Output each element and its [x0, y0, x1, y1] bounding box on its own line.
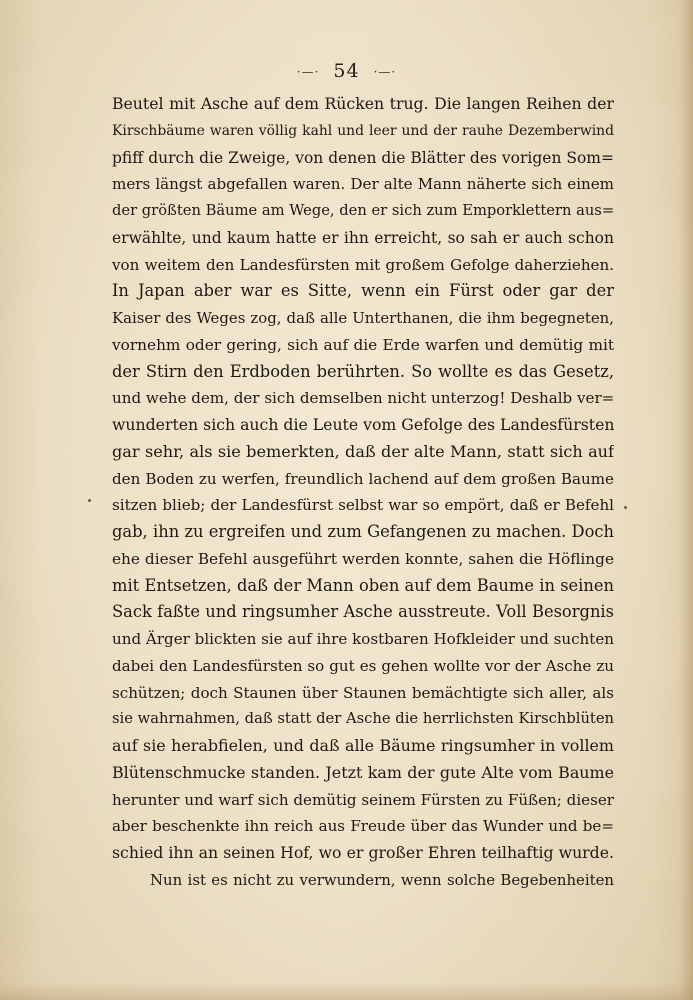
text-line: und wehe dem, der sich demselben nicht unterzog! Deshalb ver=: [112, 389, 614, 408]
text-line: von weitem den Landesfürsten mit großem Gefolge daherziehen.: [112, 255, 614, 274]
text-line-paragraph-start: Nun ist es nicht zu verwundern, wenn solche Begebenheiten: [150, 870, 614, 889]
page-edge-shadow: [679, 0, 693, 1000]
text-line: pfiff durch die Zweige, von denen die Blätter des vorigen Som=: [112, 148, 614, 167]
page-header: [0, 60, 693, 82]
text-line: Beutel mit Asche auf dem Rücken trug. Die langen Reihen der: [112, 94, 614, 113]
text-line: gar sehr, als sie bemerkten, daß der alte Mann, statt sich auf: [112, 441, 614, 461]
ornament-left: ·—·: [296, 65, 320, 79]
text-line: Kirschbäume waren völlig kahl und leer und der rauhe Dezemberwind: [112, 122, 614, 139]
page-bottom-shadow: [0, 982, 693, 1000]
text-line: gab, ihn zu ergreifen und zum Gefangenen zu machen. Doch: [112, 522, 614, 541]
text-line: wunderten sich auch die Leute vom Gefolge des Landesfürsten: [112, 415, 614, 434]
text-line: den Boden zu werfen, freundlich lachend auf dem großen Baume: [112, 469, 614, 488]
text-line: sie wahrnahmen, daß statt der Asche die herrlichsten Kirschblüten: [112, 710, 614, 728]
text-line: herunter und warf sich demütig seinem Fürsten zu Füßen; dieser: [112, 790, 614, 809]
text-line: auf sie herabfielen, und daß alle Bäume ringsumher in vollem: [112, 736, 614, 755]
text-line: der Stirn den Erdboden berührten. So wollte es das Gesetz,: [112, 361, 614, 381]
text-line: mers längst abgefallen waren. Der alte Mann näherte sich einem: [112, 175, 614, 194]
text-line: Kaiser des Weges zog, daß alle Unterthanen, die ihm begegneten,: [112, 309, 614, 327]
paper-speck: [624, 506, 627, 509]
ornament-right: ·—·: [373, 65, 397, 79]
text-line: und Ärger blickten sie auf ihre kostbaren Hofkleider und suchten: [112, 630, 614, 648]
text-line: In Japan aber war es Sitte, wenn ein Fürst oder gar der: [112, 281, 614, 301]
text-line: aber beschenkte ihn reich aus Freude über das Wunder und be=: [112, 817, 614, 836]
text-line: schützen; doch Staunen über Staunen bemächtigte sich aller, als: [112, 683, 614, 702]
text-line: vornehm oder gering, sich auf die Erde warfen und demütig mit: [112, 335, 614, 354]
text-line: dabei den Landesfürsten so gut es gehen wollte vor der Asche zu: [112, 656, 614, 675]
text-line: erwählte, und kaum hatte er ihn erreicht, so sah er auch schon: [112, 228, 614, 247]
text-line: sitzen blieb; der Landesfürst selbst war so empört, daß er Befehl: [112, 496, 614, 515]
text-line: Sack faßte und ringsumher Asche ausstreute. Voll Besorgnis: [112, 602, 614, 622]
text-line: ehe dieser Befehl ausgeführt werden konnte, sahen die Höflinge: [112, 549, 614, 568]
text-line: der größten Bäume am Wege, den er sich zum Emporklettern aus=: [112, 202, 614, 219]
body-text: [112, 91, 614, 894]
text-line: mit Entsetzen, daß der Mann oben auf dem Baume in seinen: [112, 575, 614, 595]
text-line: Blütenschmucke standen. Jetzt kam der gute Alte vom Baume: [112, 762, 614, 782]
text-line: schied ihn an seinen Hof, wo er großer Ehren teilhaftig wurde.: [112, 843, 614, 862]
page-number: 54: [333, 60, 360, 82]
paper-speck: [88, 499, 91, 502]
